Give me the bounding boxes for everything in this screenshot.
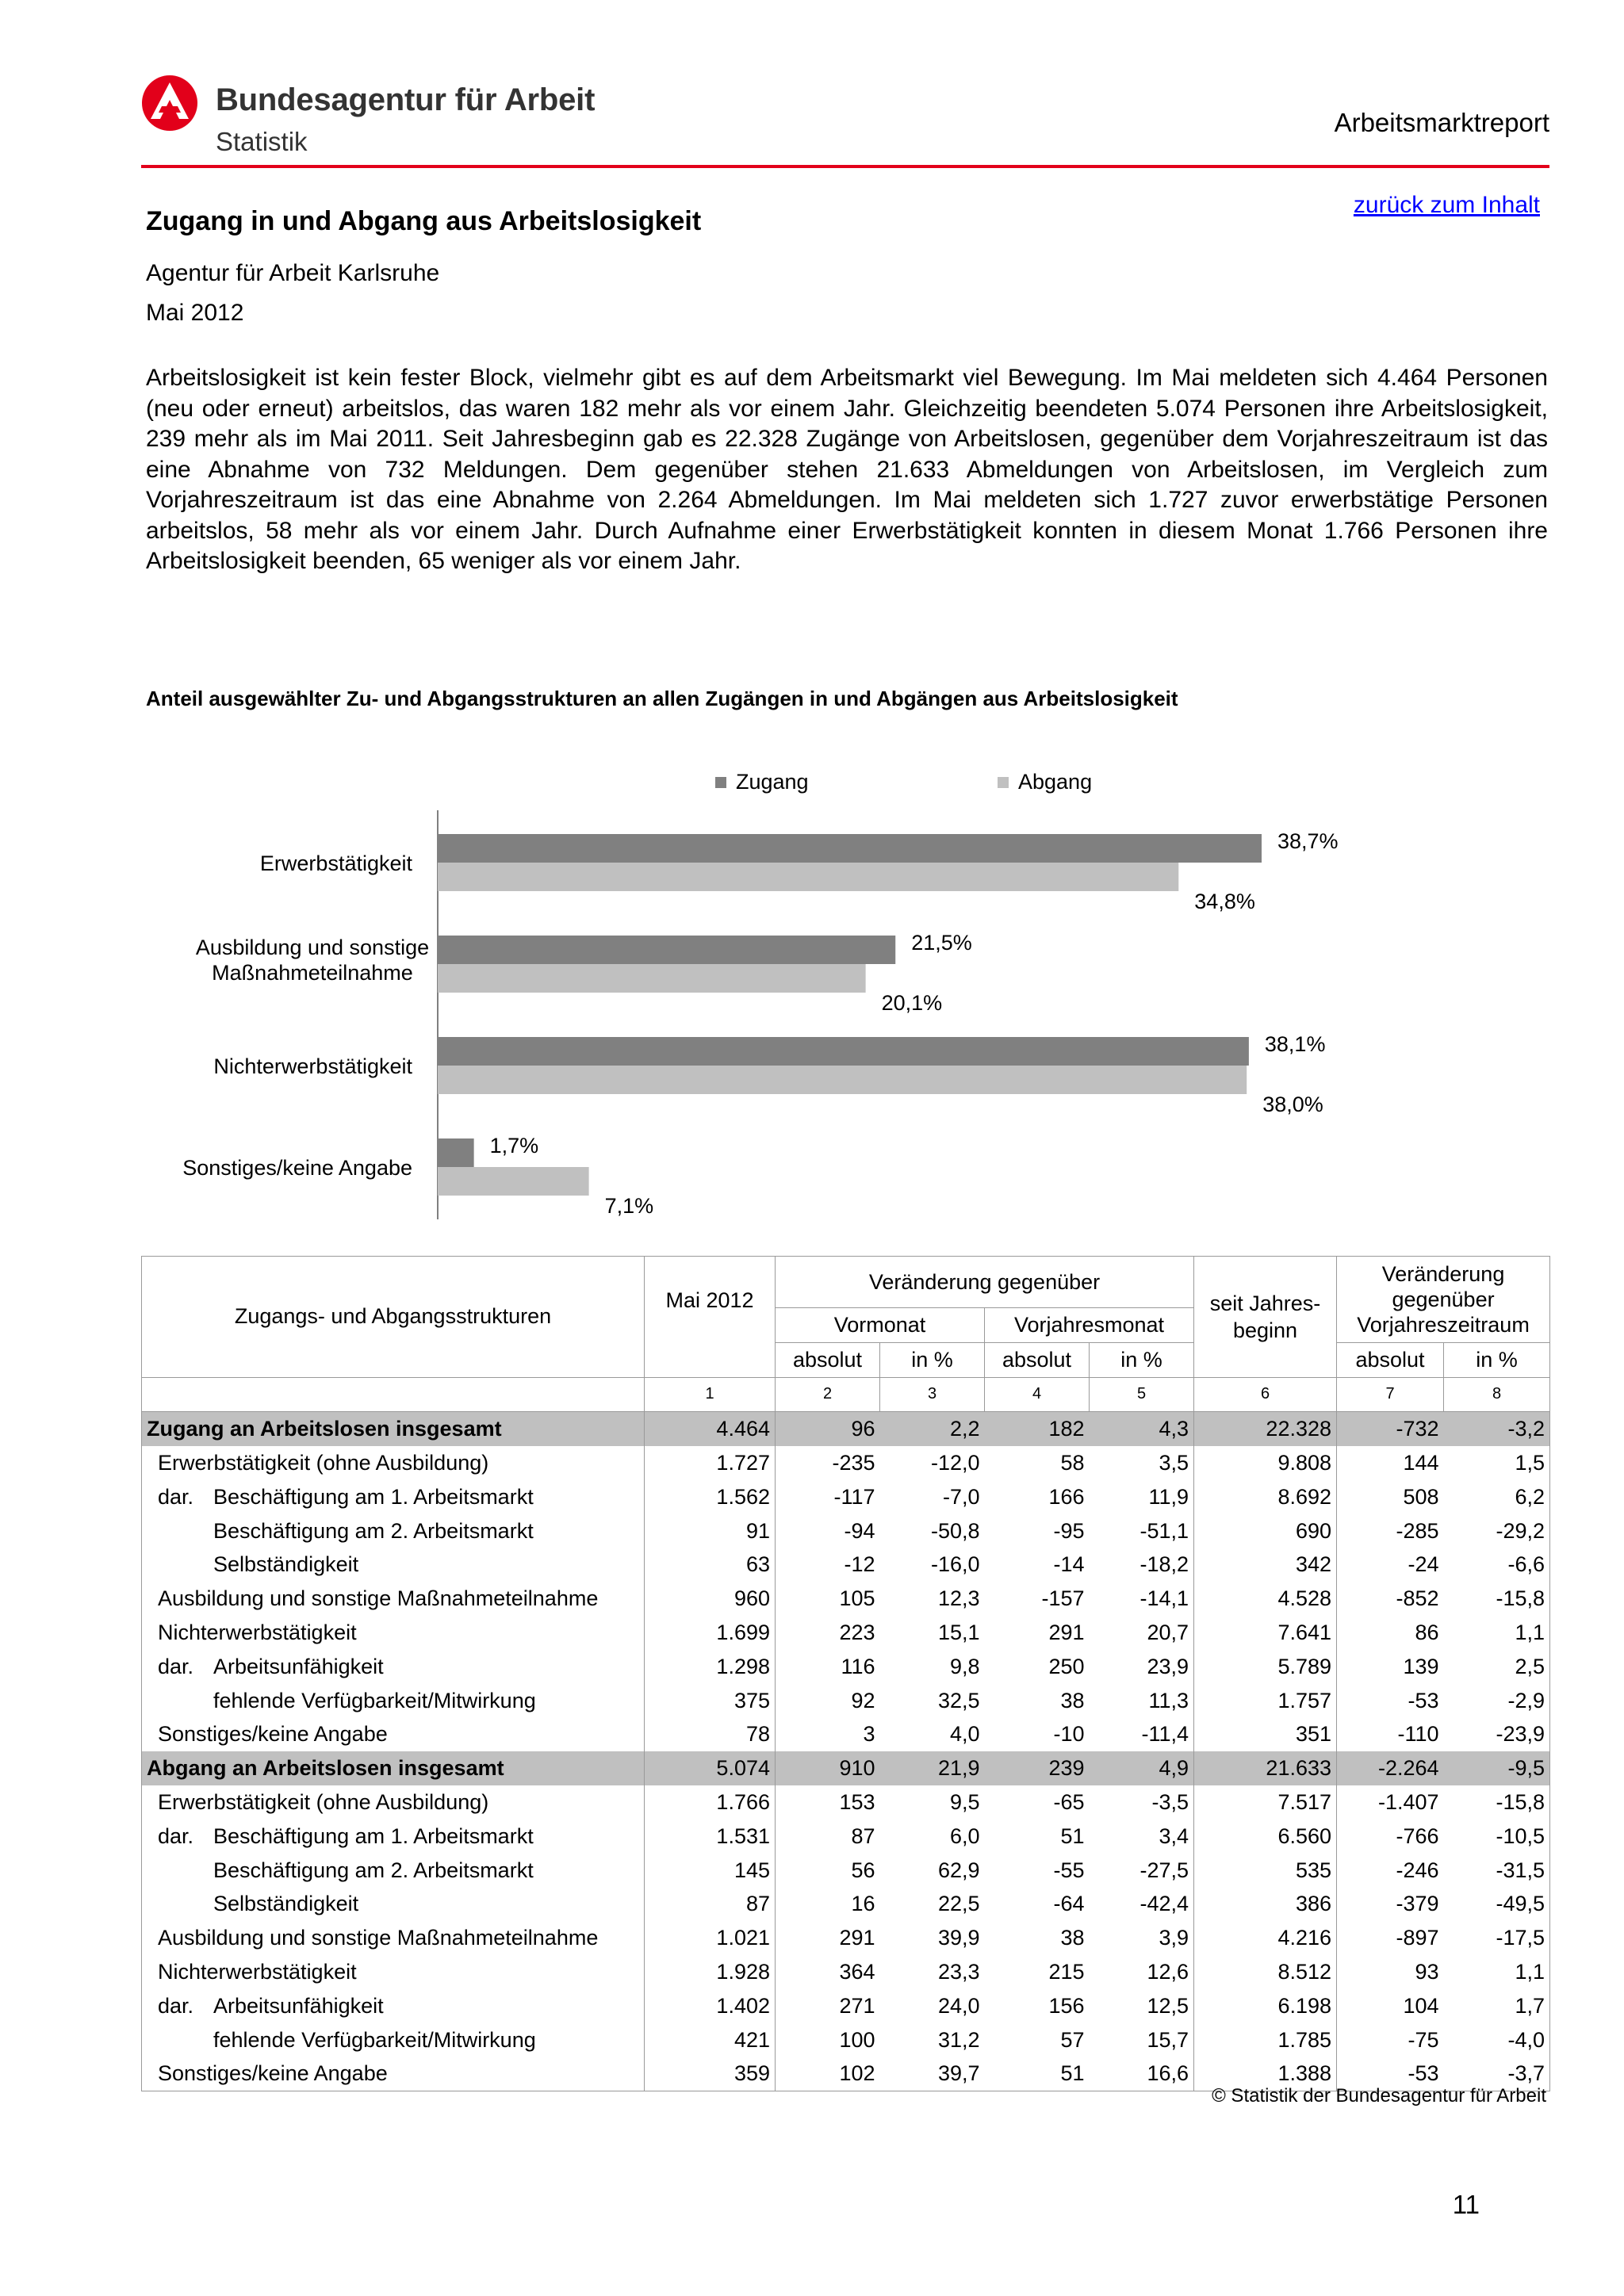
- cell-value: 4.464: [645, 1412, 776, 1446]
- cell-value: -18,2: [1090, 1548, 1194, 1582]
- cell-value: -3,7: [1444, 2057, 1550, 2091]
- cell-value: 2,2: [880, 1412, 985, 1446]
- row-label-text: Arbeitsunfähigkeit: [213, 1654, 384, 1678]
- cell-value: 4,9: [1090, 1751, 1194, 1785]
- cell-value: 21.633: [1194, 1751, 1337, 1785]
- cell-value: 23,9: [1090, 1650, 1194, 1684]
- cell-value: 1.388: [1194, 2057, 1337, 2091]
- cell-value: 51: [1060, 1823, 1085, 1848]
- bar-abgang: [438, 964, 866, 993]
- row-label: [142, 1684, 645, 1718]
- cell-value: -14: [1053, 1552, 1085, 1577]
- cell-value: 239: [985, 1751, 1090, 1785]
- cell-value: 3: [863, 1722, 875, 1747]
- data-label-abgang: 7,1%: [604, 1194, 654, 1218]
- cell-value: -24: [1408, 1552, 1439, 1577]
- cell-value: -1.407: [1377, 1790, 1439, 1815]
- cell-value: 116: [841, 1654, 875, 1678]
- cell-value: 271: [839, 1993, 875, 2018]
- index-cell: 6: [1194, 1377, 1337, 1412]
- row-label: [142, 2057, 645, 2091]
- table-row: [142, 1412, 1550, 1446]
- cell-value: 291: [1048, 1621, 1085, 1645]
- org-subtitle: Statistik: [216, 127, 308, 156]
- row-label-text: Ausbildung und sonstige Maßnahmeteilnahme: [158, 1926, 599, 1950]
- row-label-text: Ausbildung und sonstige Maßnahmeteilnahme: [158, 1586, 599, 1611]
- cell-value: 182: [985, 1412, 1090, 1446]
- inpct-header: in %: [880, 1342, 985, 1377]
- cell-value: 2,5: [1444, 1650, 1550, 1684]
- cell-value: 4,0: [949, 1722, 980, 1747]
- data-label-zugang: 21,5%: [911, 931, 972, 955]
- cell-value: 144: [1403, 1451, 1439, 1475]
- cell-value: 156: [1048, 1993, 1085, 2018]
- cell-value: -49,5: [1444, 1888, 1550, 1922]
- cell-value: 375: [645, 1684, 776, 1718]
- index-cell: 7: [1337, 1377, 1444, 1412]
- cell-value: 1,1: [1444, 1616, 1550, 1650]
- bar-zugang: [438, 834, 1262, 863]
- cell-value: -157: [1041, 1586, 1085, 1611]
- row-label: [142, 1514, 645, 1548]
- cell-value: 58: [1060, 1451, 1085, 1475]
- row-label-text: Nichterwerbstätigkeit: [158, 1960, 357, 1984]
- cell-value: 87: [645, 1888, 776, 1922]
- cell-value: 39,7: [880, 2057, 985, 2091]
- row-label-text: Sonstiges/keine Angabe: [158, 1722, 388, 1747]
- cell-value: 7.517: [1194, 1785, 1337, 1820]
- cell-value: -2,9: [1444, 1684, 1550, 1718]
- row-label-text: Beschäftigung am 1. Arbeitsmarkt: [213, 1484, 534, 1509]
- cell-value: 508: [1403, 1484, 1439, 1509]
- row-label: [142, 1582, 645, 1616]
- row-label: [142, 1616, 645, 1650]
- cell-value: -15,8: [1444, 1582, 1550, 1616]
- row-label: [142, 1412, 645, 1446]
- table-row: [142, 1854, 1550, 1888]
- cell-value: -3,5: [1090, 1785, 1194, 1820]
- data-label-zugang: 38,7%: [1277, 829, 1339, 853]
- cell-value: -42,4: [1090, 1888, 1194, 1922]
- cell-value: 3,4: [1090, 1820, 1194, 1854]
- cell-value: 1,5: [1444, 1446, 1550, 1480]
- cell-value: 8.512: [1194, 1955, 1337, 1989]
- table-row: [142, 1514, 1550, 1548]
- row-label: [142, 1446, 645, 1480]
- cell-value: 9.808: [1194, 1446, 1337, 1480]
- table-row: [142, 1582, 1550, 1616]
- cell-value: 960: [645, 1582, 776, 1616]
- data-label-zugang: 38,1%: [1264, 1032, 1326, 1056]
- cell-value: -95: [1053, 1518, 1085, 1543]
- cell-value: 1.562: [645, 1480, 776, 1514]
- cell-value: 5.074: [645, 1751, 776, 1785]
- cell-value: 1.298: [645, 1650, 776, 1684]
- cell-value: 78: [645, 1718, 776, 1752]
- cell-value: -29,2: [1444, 1514, 1550, 1548]
- cell-value: -11,4: [1090, 1718, 1194, 1752]
- table-row: [142, 2023, 1550, 2057]
- row-label-text: Beschäftigung am 2. Arbeitsmarkt: [213, 1858, 534, 1882]
- cell-value: 92: [851, 1688, 875, 1712]
- change-vjz-header: Veränderung gegenüber Vorjahreszeitraum: [1337, 1257, 1550, 1343]
- cell-value: -4,0: [1444, 2023, 1550, 2057]
- table-row: [142, 1989, 1550, 2023]
- row-label-text: Erwerbstätigkeit (ohne Ausbildung): [158, 1790, 489, 1815]
- cell-value: 39,9: [937, 1926, 980, 1950]
- table-body: [142, 1412, 1550, 2091]
- cell-value: -852: [1396, 1586, 1439, 1611]
- dar-marker: dar.: [158, 1993, 194, 2018]
- index-cell: 4: [985, 1377, 1090, 1412]
- cell-value: -117: [833, 1484, 875, 1509]
- cell-value: 12,3: [937, 1586, 980, 1611]
- agency-name: Agentur für Arbeit Karlsruhe: [146, 260, 440, 286]
- index-cell: 1: [645, 1377, 776, 1412]
- cell-value: -15,8: [1444, 1785, 1550, 1820]
- row-label-text: Erwerbstätigkeit (ohne Ausbildung): [158, 1451, 489, 1475]
- header-rule: [141, 165, 1549, 168]
- cell-value: 910: [776, 1751, 880, 1785]
- table-row: [142, 1548, 1550, 1582]
- cell-value: 24,0: [937, 1993, 980, 2018]
- table-row: [142, 1921, 1550, 1955]
- org-name: Bundesagentur für Arbeit: [216, 82, 596, 117]
- bar-zugang: [438, 1138, 474, 1167]
- row-label: [142, 1955, 645, 1989]
- row-label-text: Beschäftigung am 2. Arbeitsmarkt: [213, 1518, 534, 1543]
- data-label-abgang: 38,0%: [1262, 1093, 1323, 1116]
- cell-value: 1.928: [645, 1955, 776, 1989]
- cell-value: -50,8: [930, 1518, 980, 1543]
- table-row: [142, 1955, 1550, 1989]
- cell-value: -65: [1053, 1790, 1085, 1815]
- cell-value: 102: [776, 2057, 880, 2091]
- row-label-text: fehlende Verfügbarkeit/Mitwirkung: [213, 2027, 536, 2052]
- cell-value: -23,9: [1444, 1718, 1550, 1752]
- cell-value: 291: [839, 1926, 875, 1950]
- row-label: [142, 1888, 645, 1922]
- legend-label-abgang: Abgang: [1018, 770, 1093, 794]
- cell-value: -75: [1408, 2027, 1439, 2052]
- cell-value: 1.402: [645, 1989, 776, 2023]
- cell-value: 250: [1048, 1654, 1085, 1678]
- table-row: [142, 1888, 1550, 1922]
- cell-value: -7,0: [942, 1484, 980, 1509]
- cell-value: -16,0: [930, 1552, 980, 1577]
- row-label: [142, 1785, 645, 1820]
- bar-chart: [0, 745, 1624, 1221]
- data-label-abgang: 20,1%: [881, 991, 943, 1015]
- cell-value: -2.264: [1337, 1751, 1444, 1785]
- cell-value: 535: [1194, 1854, 1337, 1888]
- cell-value: 145: [645, 1854, 776, 1888]
- cell-value: 215: [1048, 1960, 1085, 1984]
- table-row: [142, 1785, 1550, 1820]
- cell-value: 16,6: [1090, 2057, 1194, 2091]
- cell-value: -766: [1396, 1823, 1439, 1848]
- row-label-text: Selbständigkeit: [213, 1892, 359, 1916]
- cell-value: -110: [1397, 1722, 1439, 1747]
- bar-abgang: [438, 1066, 1247, 1094]
- data-label-zugang: 1,7%: [489, 1134, 539, 1158]
- absolut-header: absolut: [1337, 1342, 1444, 1377]
- absolut-header: absolut: [985, 1342, 1090, 1377]
- cell-value: 23,3: [937, 1960, 980, 1984]
- cell-value: 3,5: [1090, 1446, 1194, 1480]
- cell-value: 12,5: [1090, 1989, 1194, 2023]
- cell-value: 1.021: [645, 1921, 776, 1955]
- inpct-header: in %: [1090, 1342, 1194, 1377]
- cell-value: 20,7: [1090, 1616, 1194, 1650]
- table-row: [142, 1616, 1550, 1650]
- cell-value: 359: [645, 2057, 776, 2091]
- category-label: Erwerbstätigkeit: [259, 851, 412, 875]
- table-row: [142, 1820, 1550, 1854]
- cell-value: 11,3: [1090, 1684, 1194, 1718]
- row-label: [142, 1650, 645, 1684]
- index-cell: 5: [1090, 1377, 1194, 1412]
- page-title: Zugang in und Abgang aus Arbeitslosigkeit: [146, 206, 702, 236]
- cell-value: 62,9: [937, 1858, 980, 1882]
- index-cell: 2: [776, 1377, 880, 1412]
- table-row: [142, 1650, 1550, 1684]
- page-number: 11: [1452, 2190, 1480, 2219]
- cell-value: -3,2: [1444, 1412, 1550, 1446]
- ba-logo-icon: [141, 75, 198, 132]
- cell-value: 8.692: [1194, 1480, 1337, 1514]
- row-label: [142, 1989, 645, 2023]
- cell-value: 351: [1194, 1718, 1337, 1752]
- table-row: [142, 1751, 1550, 1785]
- cell-value: 4,3: [1090, 1412, 1194, 1446]
- change-group-header: Veränderung gegenüber: [776, 1257, 1194, 1308]
- row-label: [142, 2023, 645, 2057]
- cell-value: 4.528: [1194, 1582, 1337, 1616]
- cell-value: 100: [839, 2027, 875, 2052]
- dar-marker: dar.: [158, 1484, 194, 1509]
- vormonat-header: Vormonat: [776, 1308, 985, 1343]
- cell-value: 342: [1194, 1548, 1337, 1582]
- cell-value: -246: [1396, 1858, 1439, 1882]
- cell-value: 1.531: [645, 1820, 776, 1854]
- chart-title: Anteil ausgewählter Zu- und Abgangsstrukturen an allen Zugängen in und Abgängen aus Arbeitslosigkeit: [146, 687, 1178, 710]
- cell-value: 223: [839, 1621, 875, 1645]
- cell-value: -6,6: [1444, 1548, 1550, 1582]
- cell-value: -64: [1053, 1892, 1085, 1916]
- cell-value: 153: [839, 1790, 875, 1815]
- back-to-contents-link[interactable]: zurück zum Inhalt: [1353, 192, 1540, 218]
- cell-value: -53: [1337, 2057, 1444, 2091]
- bar-abgang: [438, 863, 1178, 891]
- cell-value: -31,5: [1444, 1854, 1550, 1888]
- cell-value: 166: [1048, 1484, 1085, 1509]
- row-label: [142, 1718, 645, 1752]
- cell-value: 139: [1403, 1654, 1439, 1678]
- cell-value: 1.727: [645, 1446, 776, 1480]
- cell-value: 1.699: [645, 1616, 776, 1650]
- category-label: [196, 936, 429, 985]
- flows-table: [141, 1256, 1549, 2091]
- cell-value: -10: [1053, 1722, 1085, 1747]
- cell-value: 105: [839, 1586, 875, 1611]
- row-label: [142, 1751, 645, 1785]
- cell-value: 386: [1194, 1888, 1337, 1922]
- cell-value: 38: [1060, 1926, 1085, 1950]
- legend-swatch-zugang: [715, 777, 726, 788]
- cell-value: -12,0: [930, 1451, 980, 1475]
- copyright-note: © Statistik der Bundesagentur für Arbeit: [1212, 2085, 1546, 2107]
- absolut-header: absolut: [776, 1342, 880, 1377]
- legend-label-zugang: Zugang: [736, 770, 809, 794]
- cell-value: 56: [851, 1858, 875, 1882]
- row-label: [142, 1820, 645, 1854]
- cell-value: -27,5: [1090, 1854, 1194, 1888]
- col-month-header: Mai 2012: [645, 1257, 776, 1378]
- cell-value: 12,6: [1090, 1955, 1194, 1989]
- row-label-text: Arbeitsunfähigkeit: [213, 1993, 384, 2018]
- cell-value: 4.216: [1194, 1921, 1337, 1955]
- cell-value: 15,7: [1090, 2023, 1194, 2057]
- cell-value: -235: [832, 1451, 875, 1475]
- report-title: Arbeitsmarktreport: [1334, 108, 1549, 137]
- row-label-text: Zugang an Arbeitslosen insgesamt: [147, 1417, 502, 1441]
- cell-value: 6,2: [1444, 1480, 1550, 1514]
- cell-value: 15,1: [937, 1621, 980, 1645]
- dar-marker: dar.: [158, 1654, 194, 1678]
- cell-value: 22,5: [937, 1892, 980, 1916]
- cell-value: 1,7: [1444, 1989, 1550, 2023]
- col-structures-header: Zugangs- und Abgangsstrukturen: [142, 1257, 645, 1378]
- cell-value: 9,5: [949, 1790, 980, 1815]
- row-label-text: Beschäftigung am 1. Arbeitsmarkt: [213, 1823, 534, 1848]
- cell-value: -379: [1396, 1892, 1439, 1916]
- cell-value: 3,9: [1090, 1921, 1194, 1955]
- row-label: [142, 1921, 645, 1955]
- cell-value: 86: [1415, 1621, 1439, 1645]
- row-label: [142, 1548, 645, 1582]
- cell-value: -12: [844, 1552, 875, 1577]
- cell-value: 22.328: [1194, 1412, 1337, 1446]
- table-row: [142, 1480, 1550, 1514]
- cell-value: 104: [1403, 1993, 1439, 2018]
- row-label-text: Abgang an Arbeitslosen insgesamt: [147, 1756, 504, 1781]
- cell-value: -10,5: [1444, 1820, 1550, 1854]
- cell-value: 21,9: [880, 1751, 985, 1785]
- cell-value: 11,9: [1090, 1480, 1194, 1514]
- cell-value: -51,1: [1090, 1514, 1194, 1548]
- table-row: [142, 1684, 1550, 1718]
- table-row: [142, 1718, 1550, 1752]
- cell-value: -53: [1408, 1688, 1439, 1712]
- report-period: Mai 2012: [146, 300, 244, 326]
- cell-value: 87: [851, 1823, 875, 1848]
- cell-value: -94: [844, 1518, 875, 1543]
- vorjahresmonat-header: Vorjahresmonat: [985, 1308, 1194, 1343]
- bar-zugang: [438, 1037, 1249, 1066]
- since-year-header: seit Jahres- beginn: [1194, 1257, 1337, 1378]
- index-cell-empty: [142, 1377, 645, 1412]
- row-label-text: Nichterwerbstätigkeit: [158, 1621, 357, 1645]
- bar-zugang: [438, 936, 895, 964]
- index-cell: 8: [1444, 1377, 1550, 1412]
- cell-value: 421: [645, 2023, 776, 2057]
- index-cell: 3: [880, 1377, 985, 1412]
- category-label-line: Ausbildung und sonstige: [195, 936, 430, 959]
- row-label: [142, 1854, 645, 1888]
- row-label-text: Sonstiges/keine Angabe: [158, 2061, 388, 2086]
- inpct-header: in %: [1444, 1342, 1550, 1377]
- cell-value: 63: [645, 1548, 776, 1582]
- cell-value: -285: [1396, 1518, 1439, 1543]
- table-row: [142, 1446, 1550, 1480]
- cell-value: 364: [839, 1960, 875, 1984]
- cell-value: -9,5: [1444, 1751, 1550, 1785]
- cell-value: 57: [1060, 2027, 1085, 2052]
- cell-value: 7.641: [1194, 1616, 1337, 1650]
- cell-value: 9,8: [949, 1654, 980, 1678]
- cell-value: -14,1: [1090, 1582, 1194, 1616]
- cell-value: 32,5: [937, 1688, 980, 1712]
- row-label: [142, 1480, 645, 1514]
- category-label: Sonstiges/keine Angabe: [182, 1156, 412, 1180]
- cell-value: -897: [1396, 1926, 1439, 1950]
- cell-value: 6.198: [1194, 1989, 1337, 2023]
- dar-marker: dar.: [158, 1823, 194, 1848]
- cell-value: 1.766: [645, 1785, 776, 1820]
- row-label-text: fehlende Verfügbarkeit/Mitwirkung: [213, 1688, 536, 1712]
- cell-value: 690: [1194, 1514, 1337, 1548]
- legend-swatch-abgang: [998, 777, 1009, 788]
- cell-value: 38: [1060, 1688, 1085, 1712]
- cell-value: 1,1: [1444, 1955, 1550, 1989]
- data-label-abgang: 34,8%: [1194, 890, 1255, 913]
- cell-value: 51: [985, 2057, 1090, 2091]
- row-label-text: Selbständigkeit: [213, 1552, 359, 1577]
- cell-value: 96: [776, 1412, 880, 1446]
- cell-value: 6,0: [949, 1823, 980, 1848]
- cell-value: 31,2: [937, 2027, 980, 2052]
- cell-value: 1.785: [1194, 2023, 1337, 2057]
- cell-value: 1.757: [1194, 1684, 1337, 1718]
- cell-value: -55: [1053, 1858, 1085, 1882]
- category-label: Nichterwerbstätigkeit: [213, 1054, 412, 1078]
- cell-value: 91: [645, 1514, 776, 1548]
- bar-abgang: [438, 1167, 589, 1196]
- cell-value: 93: [1415, 1960, 1439, 1984]
- cell-value: 5.789: [1194, 1650, 1337, 1684]
- cell-value: -732: [1337, 1412, 1444, 1446]
- cell-value: 6.560: [1194, 1820, 1337, 1854]
- cell-value: -17,5: [1444, 1921, 1550, 1955]
- summary-paragraph: Arbeitslosigkeit ist kein fester Block, vielmehr gibt es auf dem Arbeitsmarkt viel Bewegung. Im Mai meldeten sich 4.464 Personen (neu oder erneut) arbeitslos, das waren 182 mehr als vor einem Jahr. Gleichzeitig beendeten 5.074 Personen ihre Arbeitslosigkeit, 239 mehr als im Mai 2011. Seit Jahresbeginn gab es 22.328 Zugänge von Arbeitslosen, gegenüber dem Vorjahreszeitraum ist das eine Abnahme von 732 Meldungen. Dem gegenüber stehen 21.633 Abmeldungen von Arbeitslosen, im Vergleich zum Vorjahreszeitraum ist das eine Abnahme von 2.264 Abmeldungen. Im Mai meldeten sich 1.727 zuvor erwerbstätige Personen arbeitslos, 58 mehr als vor einem Jahr. Durch Aufnahme einer Erwerbstätigkeit konnten in diesem Monat 1.766 Personen ihre Arbeitslosigkeit beenden, 65 weniger als vor einem Jahr.: [146, 365, 1548, 574]
- cell-value: 16: [851, 1892, 875, 1916]
- category-label-line: Maßnahmeteilnahme: [212, 961, 413, 985]
